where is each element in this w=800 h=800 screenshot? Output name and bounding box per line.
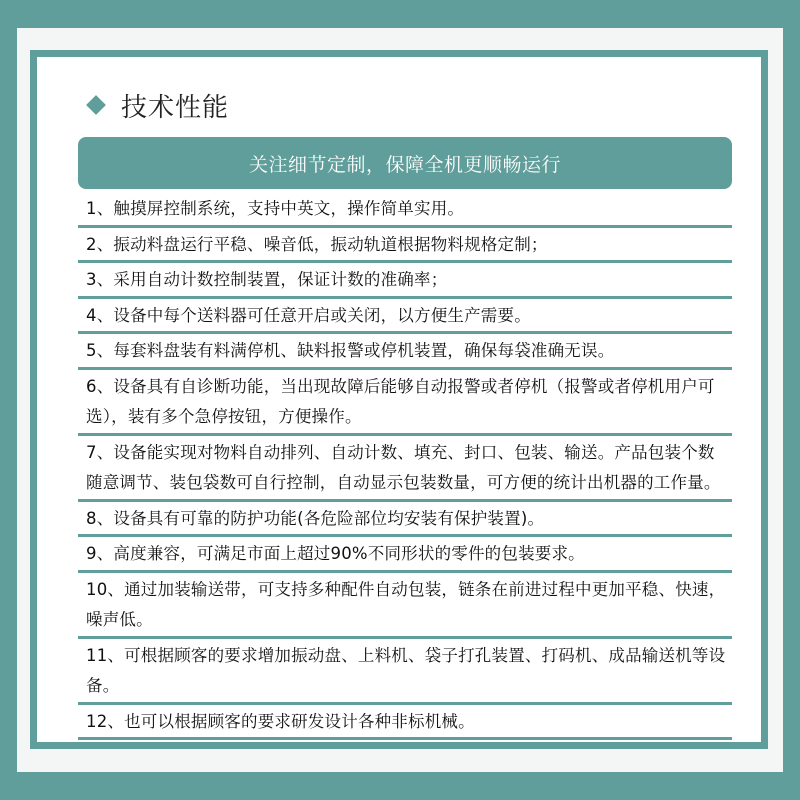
list-item bbox=[78, 575, 732, 639]
list-item-text: 9、高度兼容，可满足市面上超过90%不同形状的零件的包装要求。 bbox=[86, 544, 585, 563]
list-item-text: 4、设备中每个送料器可任意开启或关闭，以方便生产需要。 bbox=[86, 305, 531, 325]
list-item bbox=[78, 194, 732, 228]
list-item-text: 1、触摸屏控制系统，支持中英文，操作简单实用。 bbox=[86, 199, 465, 218]
banner: 关注细节定制，保障全机更顺畅运行 bbox=[78, 137, 732, 189]
list-item-text: 2、振动料盘运行平稳、噪音低，振动轨道根据物料规格定制； bbox=[86, 234, 548, 254]
list-item bbox=[78, 504, 732, 538]
list-item bbox=[78, 301, 732, 335]
list-item-text: 10、通过加装输送带，可支持多种配件自动包装，链条在前进过程中更加平稳、快速，噪声低。 bbox=[86, 579, 726, 629]
feature-list bbox=[78, 194, 732, 742]
list-item-text: 8、设备具有可靠的防护功能(各危险部位均安装有保护装置)。 bbox=[86, 508, 545, 528]
list-item-text: 11、可根据顾客的要求增加振动盘、上料机、袋子打孔装置、打码机、成品输送机等设备。 bbox=[86, 645, 726, 695]
list-item-text: 12、也可以根据顾客的要求研发设计各种非标机械。 bbox=[86, 711, 475, 731]
list-item bbox=[78, 438, 732, 502]
list-item bbox=[78, 641, 732, 705]
list-item bbox=[78, 707, 732, 741]
outer-frame bbox=[17, 28, 783, 772]
list-item bbox=[78, 539, 732, 573]
list-item-text: 3、采用自动计数控制装置，保证计数的准确率； bbox=[86, 270, 448, 289]
list-item bbox=[78, 230, 732, 264]
list-item bbox=[78, 336, 732, 370]
list-item bbox=[78, 265, 732, 299]
list-item bbox=[78, 372, 732, 436]
section-title: 技术性能 bbox=[121, 92, 230, 123]
section-heading bbox=[85, 85, 229, 125]
list-item-text: 6、设备具有自诊断功能，当出现故障后能够自动报警或者停机（报警或者停机用户可选），装有多个急停按钮，方便操作。 bbox=[86, 376, 715, 426]
content-panel bbox=[30, 50, 768, 749]
list-item-text: 7、设备能实现对物料自动排列、自动计数、填充、封口、包装、输送。产品包装个数随意调节、装包袋数可自行控制，自动显示包装数量，可方便的统计出机器的工作量。 bbox=[86, 442, 721, 492]
diamond-icon bbox=[86, 95, 106, 115]
list-item-text: 5、每套料盘装有料满停机、缺料报警或停机装置，确保每袋准确无误。 bbox=[86, 341, 615, 360]
